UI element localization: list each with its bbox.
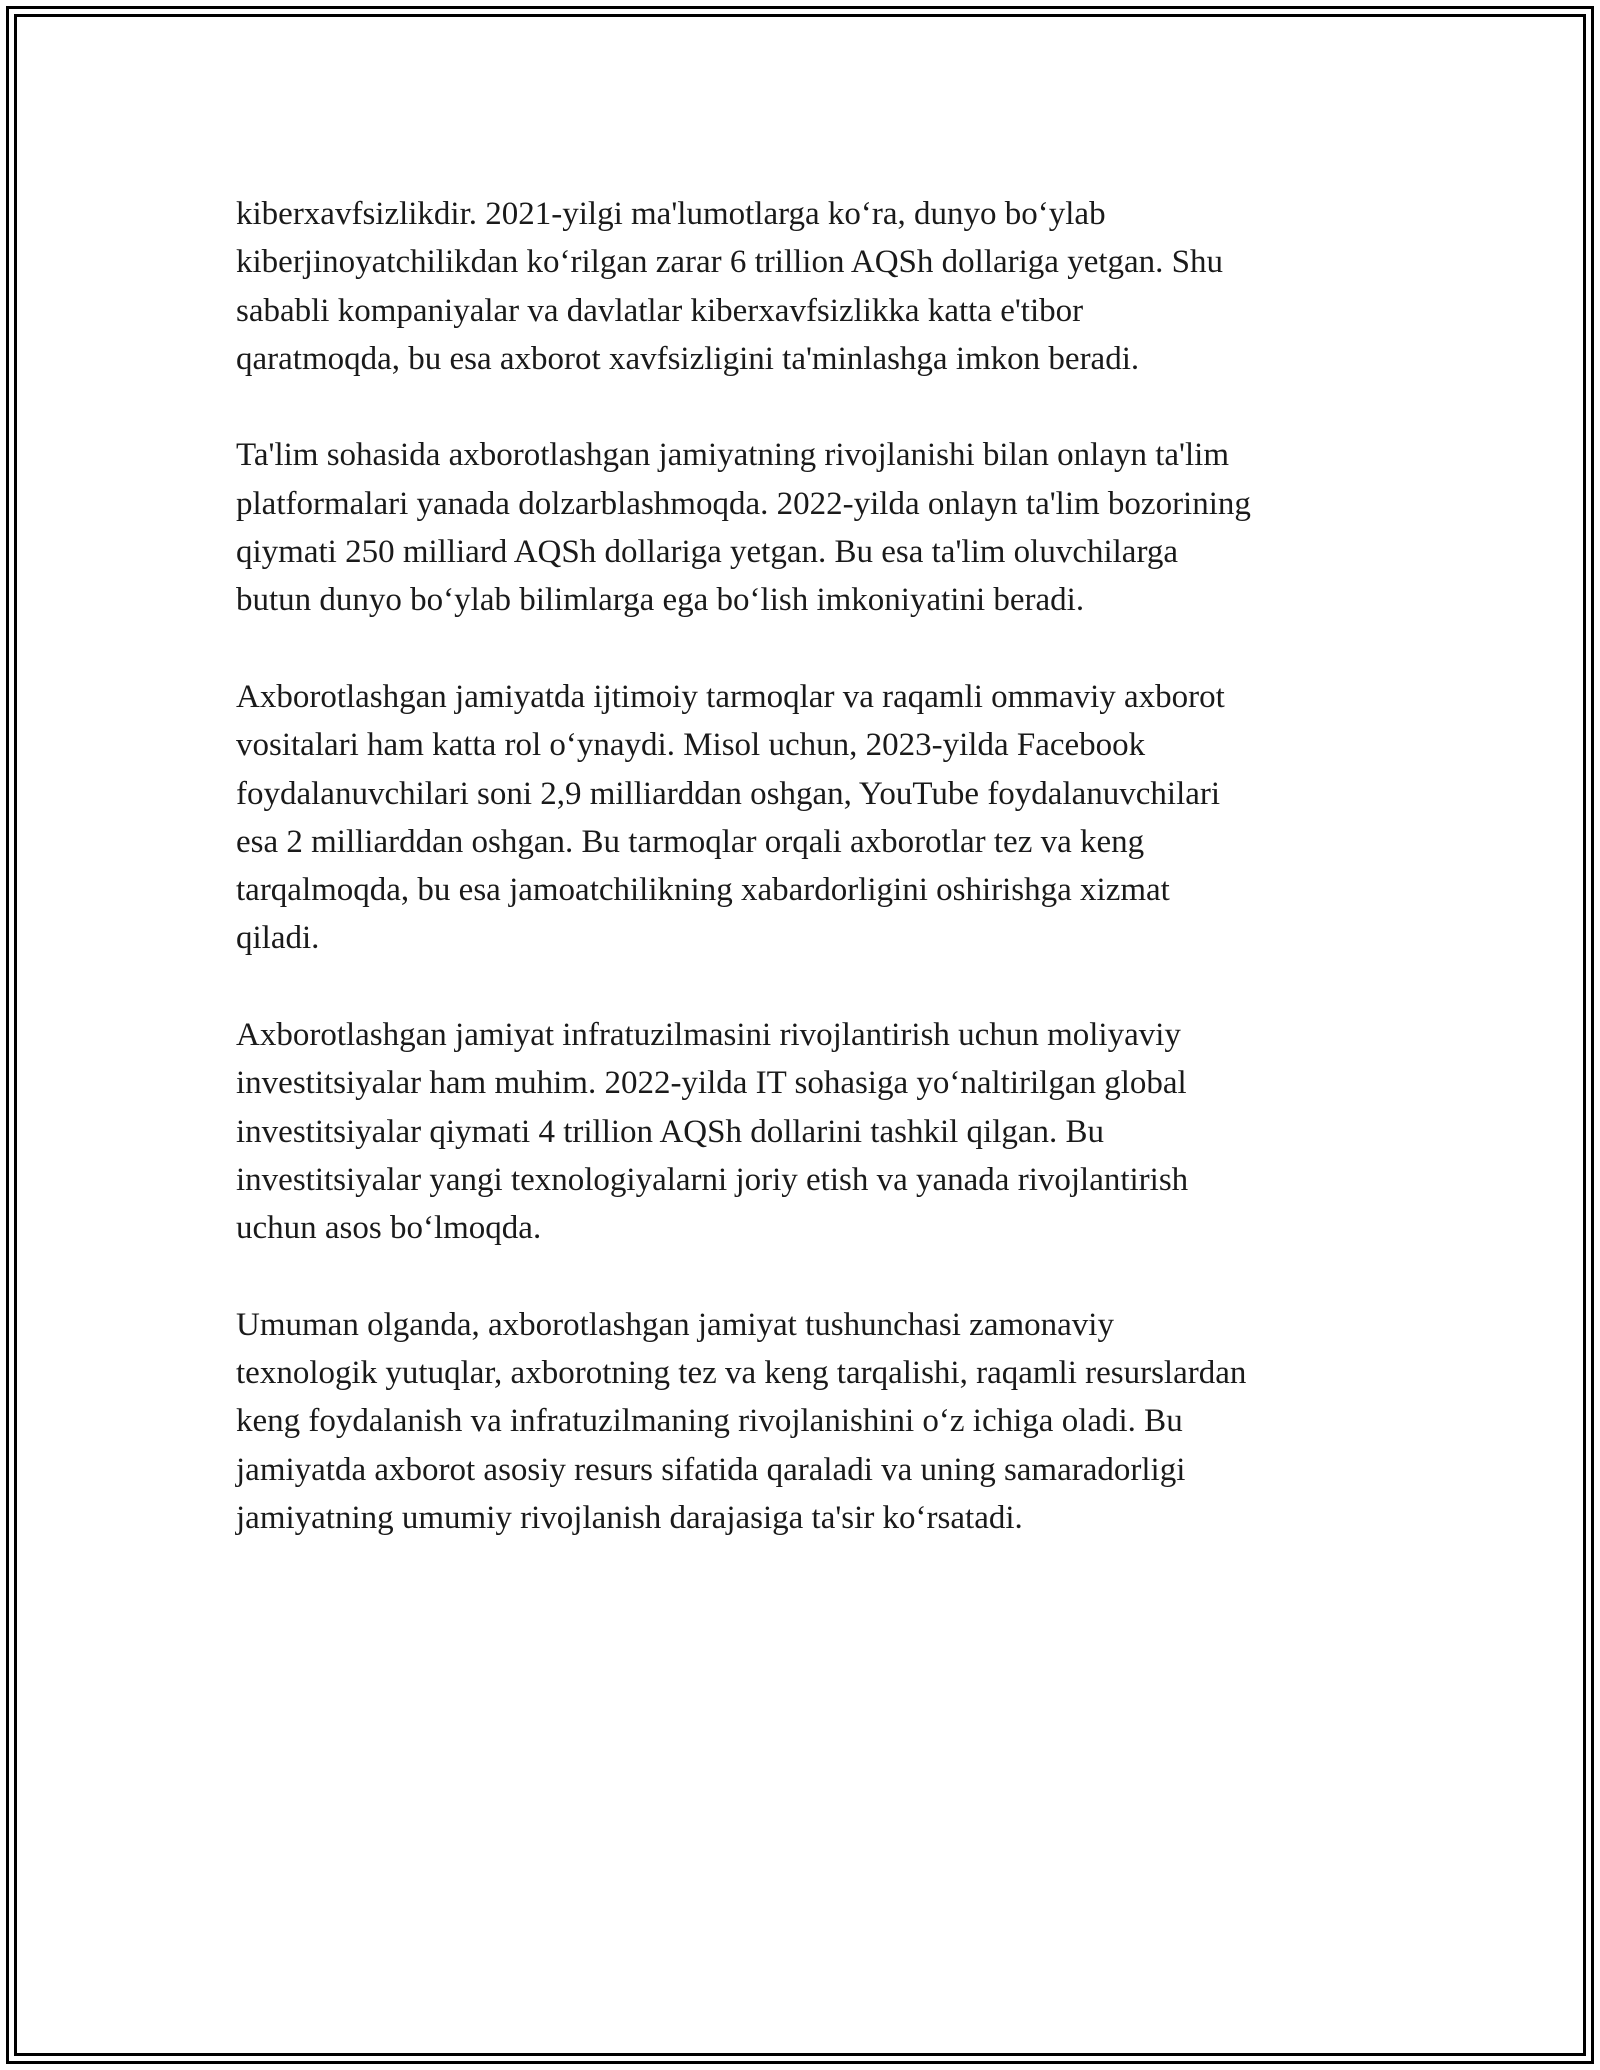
paragraph-social-networks: Axborotlashgan jamiyatda ijtimoiy tarmoqlar va raqamli ommaviy axborot vositalari ham katta rol o‘ynaydi. Misol uchun, 2023-yilda Facebook foydalanuvchilari soni 2,9 milliarddan oshgan, YouTube foydalanuvchilari esa 2 milliarddan oshgan. Bu tarmoqlar orqali axborotlar tez va keng tarqalmoqda, bu esa jamoatchilikning xabardorligini oshirishga xizmat qiladi. — [236, 678, 1225, 957]
paragraph-online-education: Ta'lim sohasida axborotlashgan jamiyatning rivojlanishi bilan onlayn ta'lim platformalari yanada dolzarblashmoqda. 2022-yilda onlayn ta'lim bozorining qiymati 250 milliard AQSh dollariga yetgan. Bu esa ta'lim oluvchilarga butun dunyo bo‘ylab bilimlarga ega bo‘lish imkoniyatini beradi. — [236, 437, 1251, 619]
paragraph-cybersecurity: kiberxavfsizlikdir. 2021-yilgi ma'lumotlarga ko‘ra, dunyo bo‘ylab kiberjinoyatchilikdan ko‘rilgan zarar 6 trillion AQSh dollariga yetgan. Shu sababli kompaniyalar va davlatlar kiberxavfsizlikka katta e'tibor qaratmoqda, bu esa axborot xavfsizligini ta'minlashga imkon beradi. — [236, 196, 1224, 377]
paragraph-conclusion: Umuman olganda, axborotlashgan jamiyat tushunchasi zamonaviy texnologik yutuqlar, axborotning tez va keng tarqalishi, raqamli resurslardan keng foydalanish va infratuzilmaning rivojlanishini o‘z ichiga oladi. Bu jamiyatda axborot asosiy resurs sifatida qaraladi va uning samaradorligi jamiyatning umumiy rivojlanish darajasiga ta'sir ko‘rsatadi. — [236, 1306, 1247, 1537]
document-body — [236, 190, 1376, 1591]
paragraph-it-investments: Axborotlashgan jamiyat infratuzilmasini rivojlantirish uchun moliyaviy investitsiyalar ham muhim. 2022-yilda IT sohasiga yo‘naltirilgan global investitsiyalar qiymati 4 trillion AQSh dollarini tashkil qilgan. Bu investitsiyalar yangi texnologiyalarni joriy etish va yanada rivojlantirish uchun asos bo‘lmoqda. — [236, 1017, 1189, 1247]
